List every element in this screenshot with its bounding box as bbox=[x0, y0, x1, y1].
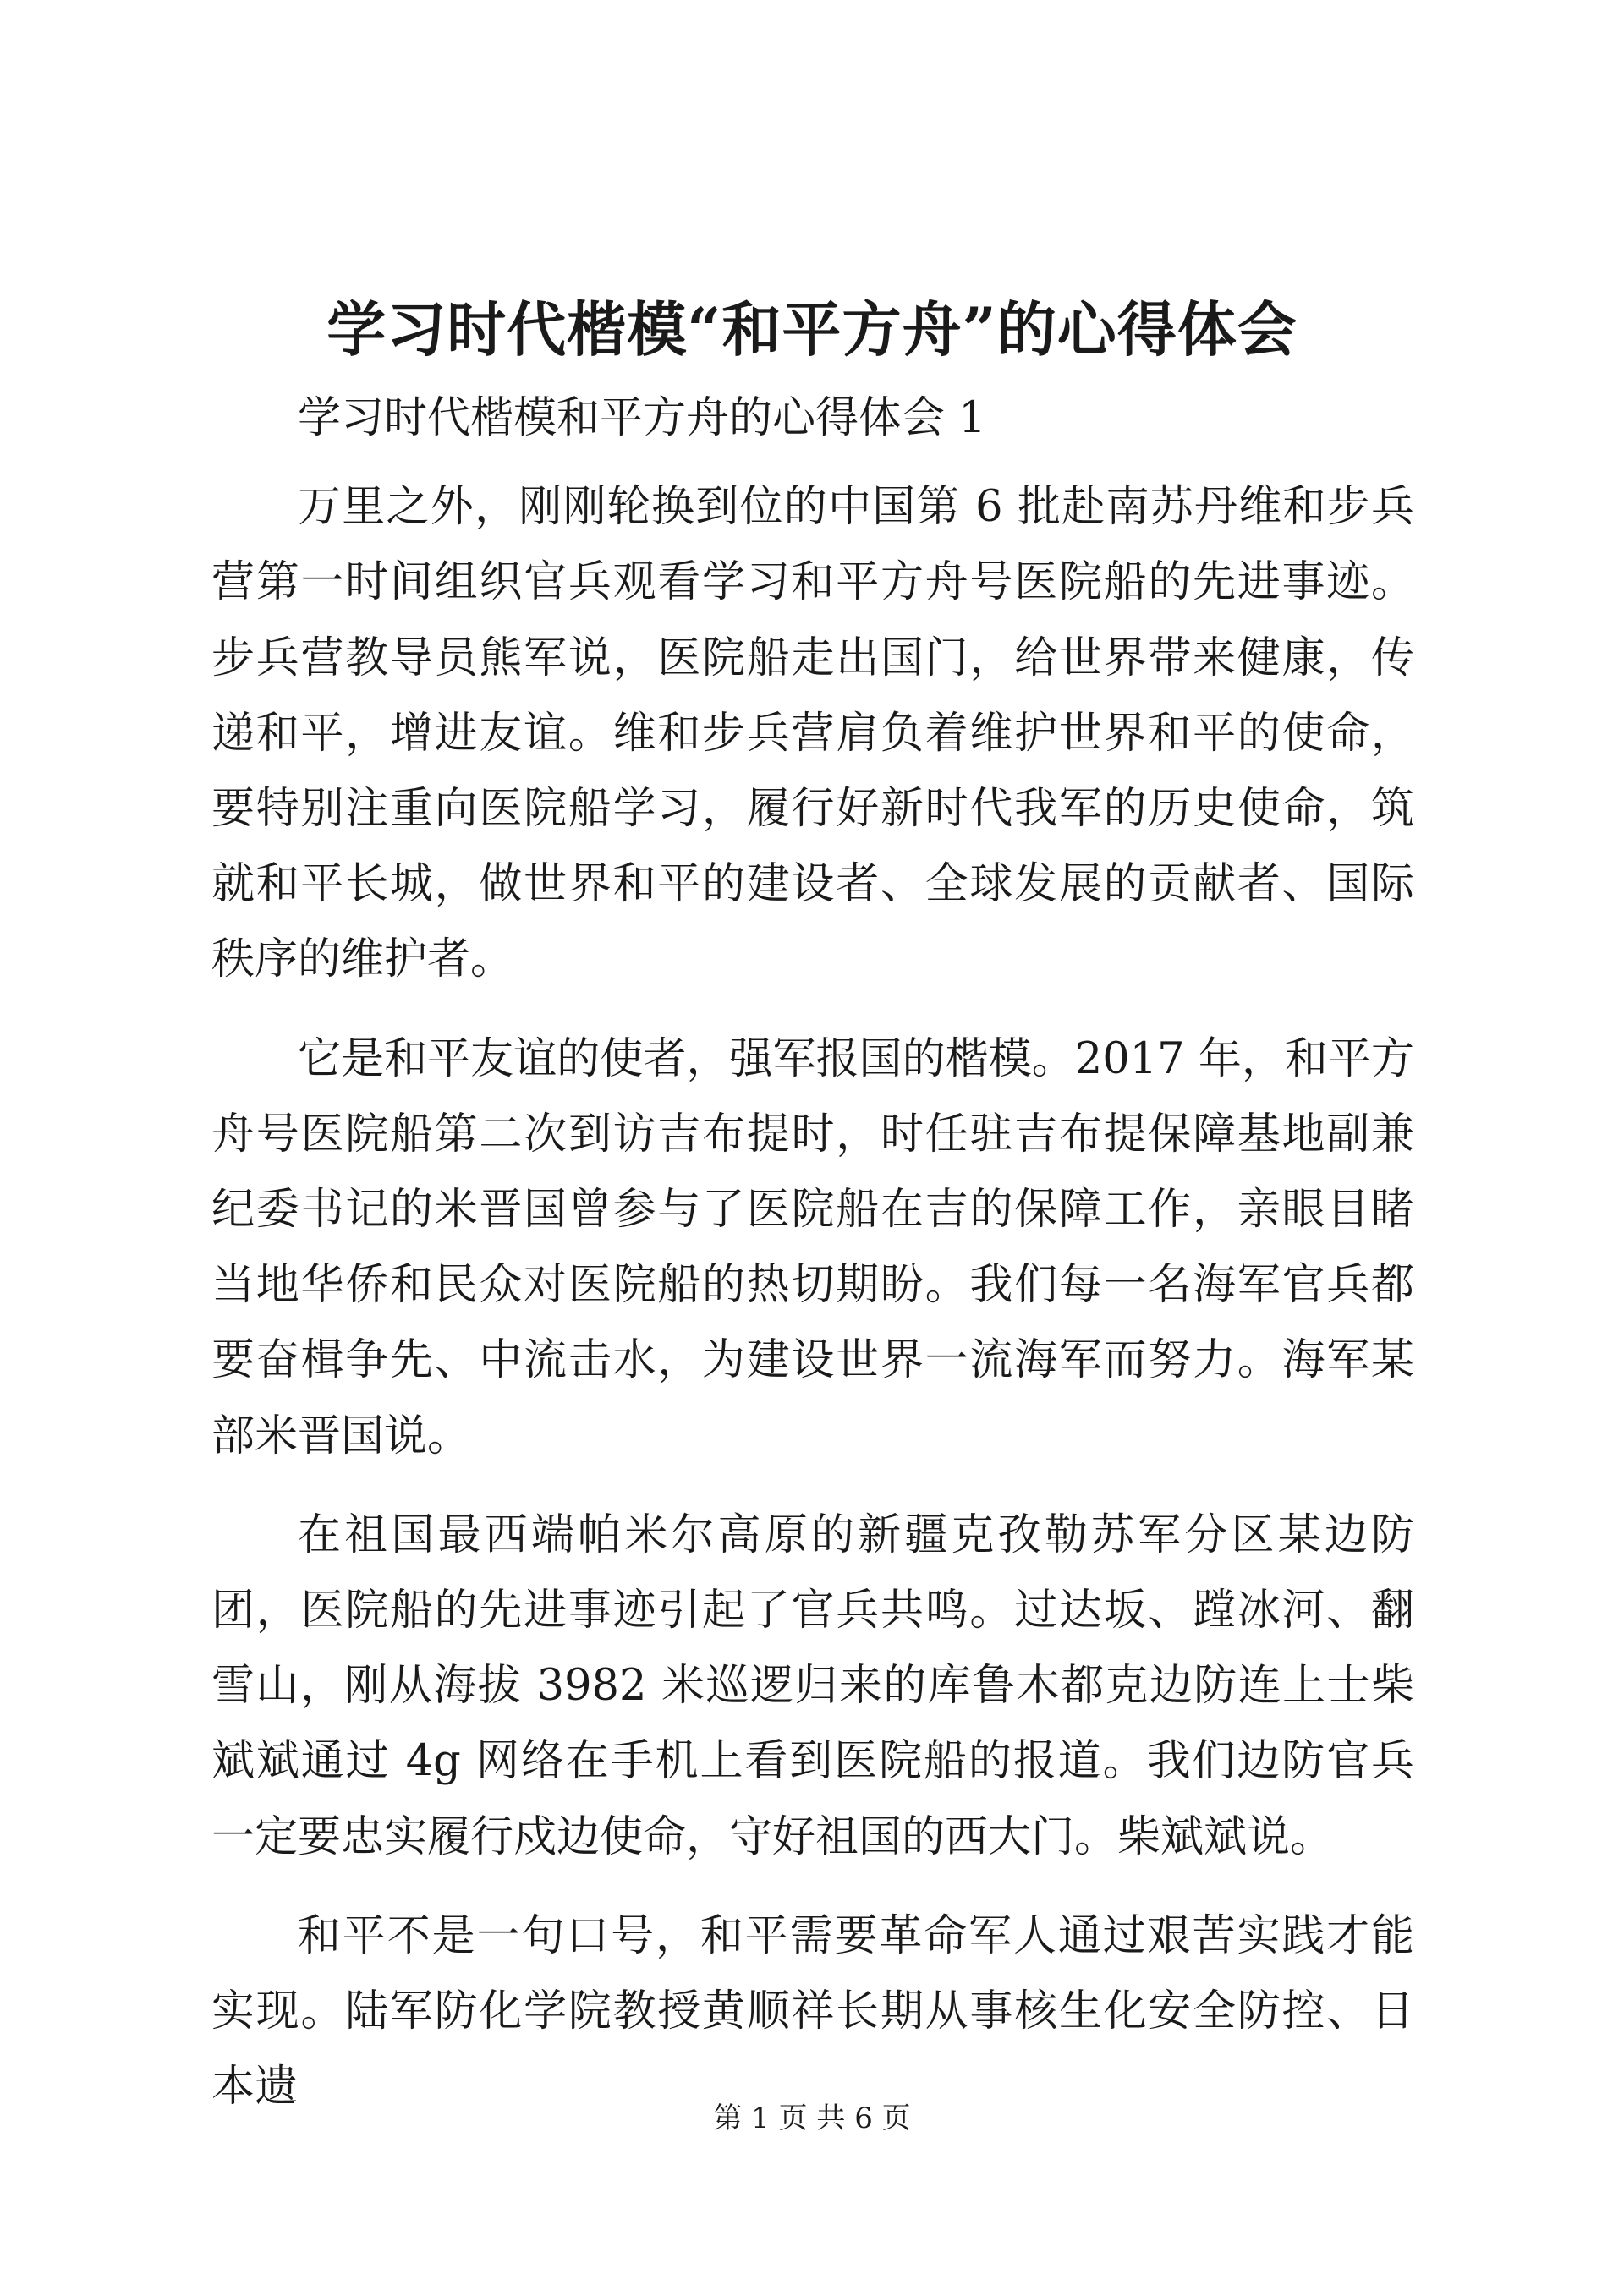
paragraph: 万里之外，刚刚轮换到位的中国第 6 批赴南苏丹维和步兵营第一时间组织官兵观看学习和平方舟号医院船的先进事迹。步兵营教导员熊军说，医院船走出国门，给世界带来健康，传递和平，增进友谊。维和步兵营肩负着维护世界和平的使命，要特别注重向医院船学习，履行好新时代我军的历史使命，筑就和平长城，做世界和平的建设者、全球发展的贡献者、国际秩序的维护者。 bbox=[211, 482, 1414, 985]
paragraph: 和平不是一句口号，和平需要革命军人通过艰苦实践才能实现。陆军防化学院教授黄顺祥长期从事核生化安全防控、日本遗 bbox=[211, 1910, 1414, 2112]
page-number-footer: 第 1 页 共 6 页 bbox=[713, 2101, 911, 2135]
paragraph: 在祖国最西端帕米尔高原的新疆克孜勒苏军分区某边防团，医院船的先进事迹引起了官兵共鸣。过达坂、蹚冰河、翻雪山，刚从海拔 3982 米巡逻归来的库鲁木都克边防连上士柴斌斌通过 4g 网络在手机上看到医院船的报道。我们边防官兵一定要忠实履行戍边使命，守好祖国的西大门。柴斌斌说。 bbox=[211, 1510, 1414, 1862]
paragraph: 它是和平友谊的使者，强军报国的楷模。2017 年，和平方舟号医院船第二次到访吉布提时，时任驻吉布提保障基地副兼纪委书记的米晋国曾参与了医院船在吉的保障工作，亲眼目睹当地华侨和民众对医院船的热切期盼。我们每一名海军官兵都要奋楫争先、中流击水，为建设世界一流海军而努力。海军某部米晋国说。 bbox=[211, 1033, 1414, 1461]
section-subtitle: 学习时代楷模和平方舟的心得体会 1 bbox=[298, 393, 986, 443]
page-title: 学习时代楷模“和平方舟”的心得体会 bbox=[326, 294, 1298, 364]
document-body bbox=[211, 381, 1414, 2148]
